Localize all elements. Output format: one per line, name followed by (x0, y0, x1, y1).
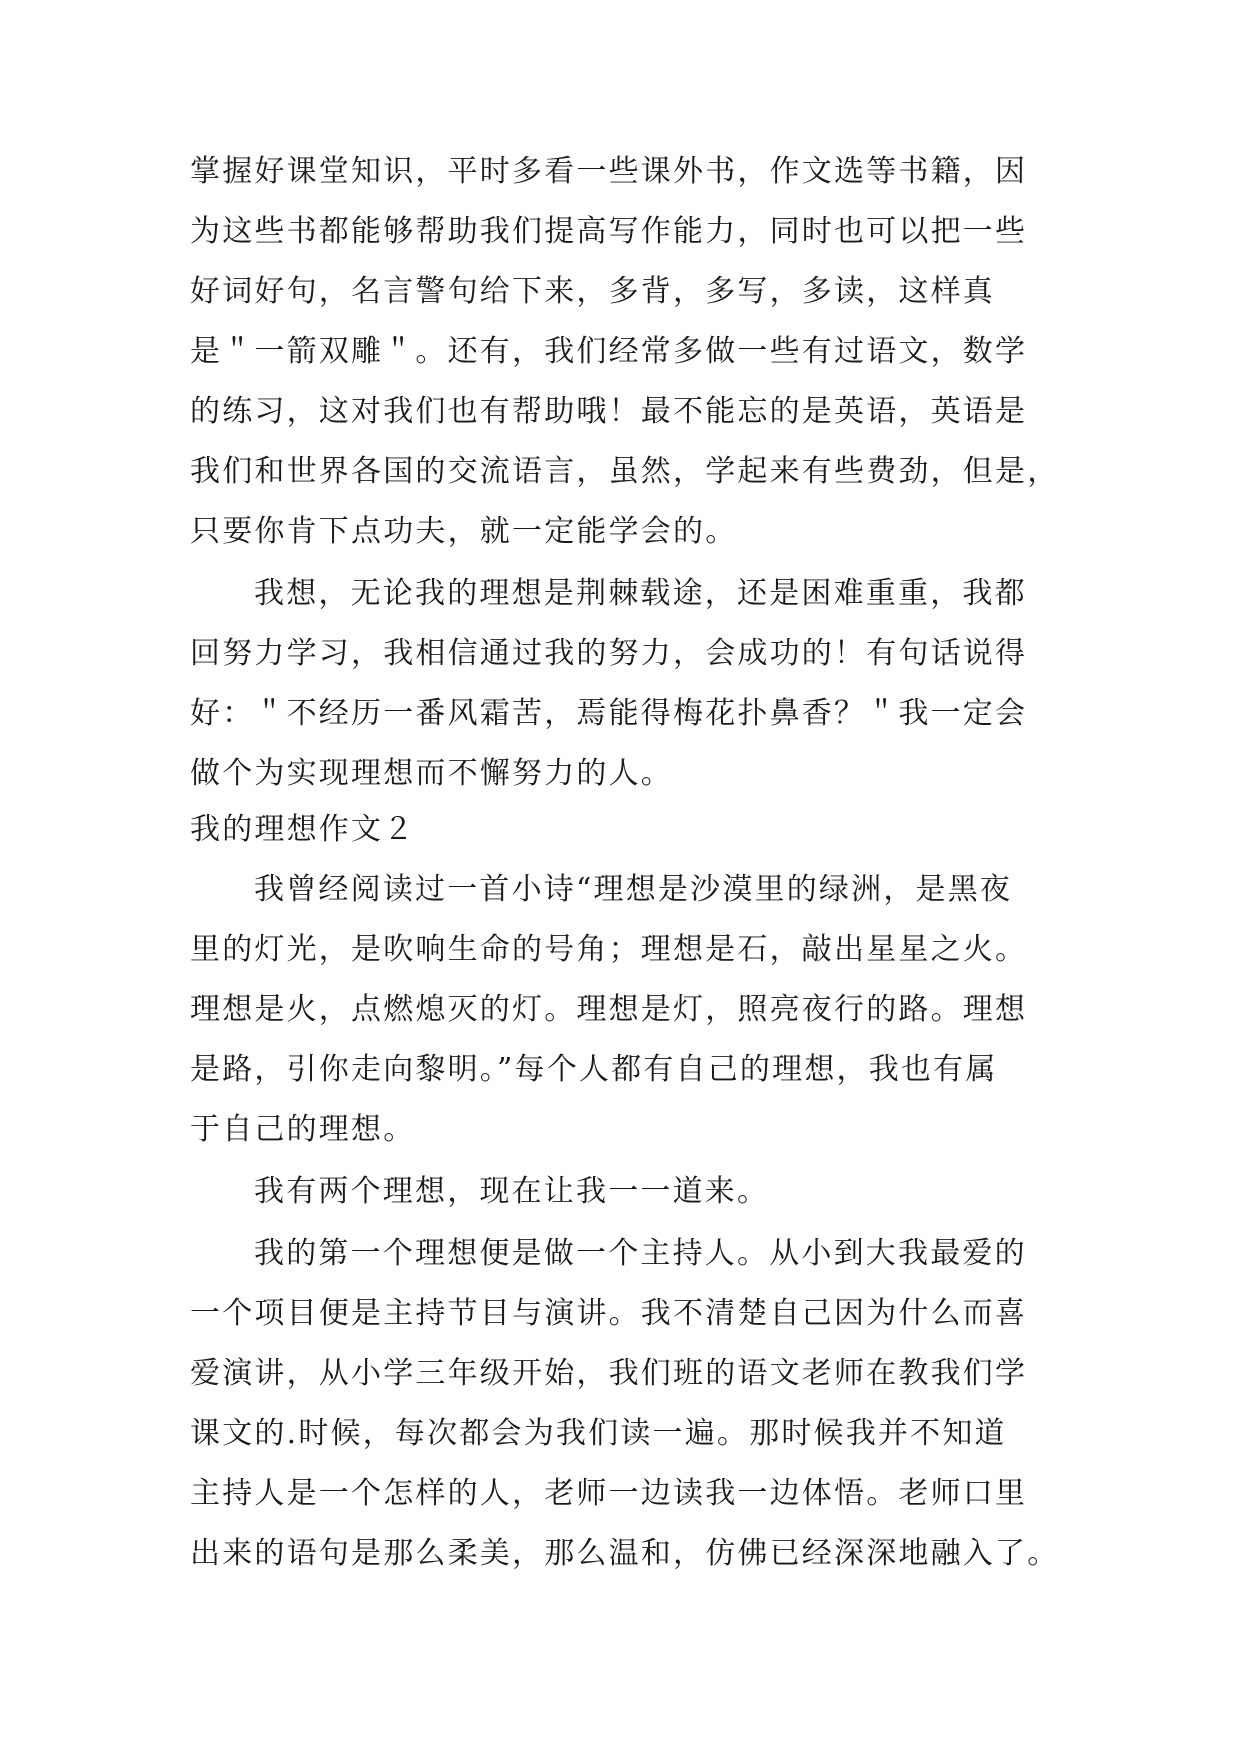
paragraph-line: 我想，无论我的理想是荆棘载途，还是困难重重，我都 (254, 576, 1027, 611)
paragraph-line: 的练习，这对我们也有帮助哦！最不能忘的是英语，英语是 (190, 394, 1028, 429)
paragraph-line: 我们和世界各国的交流语言，虽然，学起来有些费劲，但是， (190, 454, 1060, 489)
paragraph-line: 掌握好课堂知识，平时多看一些课外书，作文选等书籍，因 (190, 154, 1028, 189)
paragraph-line: 为这些书都能够帮助我们提高写作能力，同时也可以把一些 (190, 214, 1028, 249)
paragraph-line: 是＂一箭双雕＂。还有，我们经常多做一些有过语文，数学 (190, 334, 1028, 369)
paragraph-2 (190, 564, 1052, 804)
paragraph-line: 出来的语句是那么柔美，那么温和，仿佛已经深深地融入了。 (190, 1536, 1060, 1571)
paragraph-line: 我有两个理想，现在让我一一道来。 (254, 1174, 770, 1209)
paragraph-line: 做个为实现理想而不懈努力的人。 (190, 756, 673, 791)
paragraph-line: 只要你肯下点功夫，就一定能学会的。 (190, 514, 738, 549)
paragraph-line: 爱演讲，从小学三年级开始，我们班的语文老师在教我们学 (190, 1356, 1028, 1391)
paragraph-line: 是路，引你走向黎明。”每个人都有自己的理想，我也有属 (190, 1052, 998, 1087)
paragraph-line: 好：＂不经历一番风霜苦，焉能得梅花扑鼻香？＂我一定会 (190, 696, 1028, 731)
paragraph-line: 回努力学习，我相信通过我的努力，会成功的！有句话说得 (190, 636, 1028, 671)
paragraph-line: 我曾经阅读过一首小诗“理想是沙漠里的绿洲，是黑夜 (254, 872, 1013, 907)
paragraph-4 (190, 1162, 1052, 1222)
paragraph-line: 里的灯光，是吹响生命的号角；理想是石，敲出星星之火。 (190, 932, 1028, 967)
paragraph-1 (190, 142, 1060, 562)
paragraph-3 (190, 860, 1052, 1160)
section-heading: 我的理想作文２ (190, 812, 416, 847)
paragraph-line: 主持人是一个怎样的人，老师一边读我一边体悟。老师口里 (190, 1476, 1028, 1511)
section-heading-block (190, 800, 1052, 860)
paragraph-line: 理想是火，点燃熄灭的灯。理想是灯，照亮夜行的路。理想 (190, 992, 1028, 1027)
paragraph-5 (190, 1224, 1060, 1584)
paragraph-line: 一个项目便是主持节目与演讲。我不清楚自己因为什么而喜 (190, 1296, 1028, 1331)
paragraph-line: 于自己的理想。 (190, 1112, 416, 1147)
paragraph-line: 课文的.时候，每次都会为我们读一遍。那时候我并不知道 (190, 1416, 1007, 1451)
paragraph-line: 我的第一个理想便是做一个主持人。从小到大我最爱的 (254, 1236, 1027, 1271)
paragraph-line: 好词好句，名言警句给下来，多背，多写，多读，这样真 (190, 274, 995, 309)
